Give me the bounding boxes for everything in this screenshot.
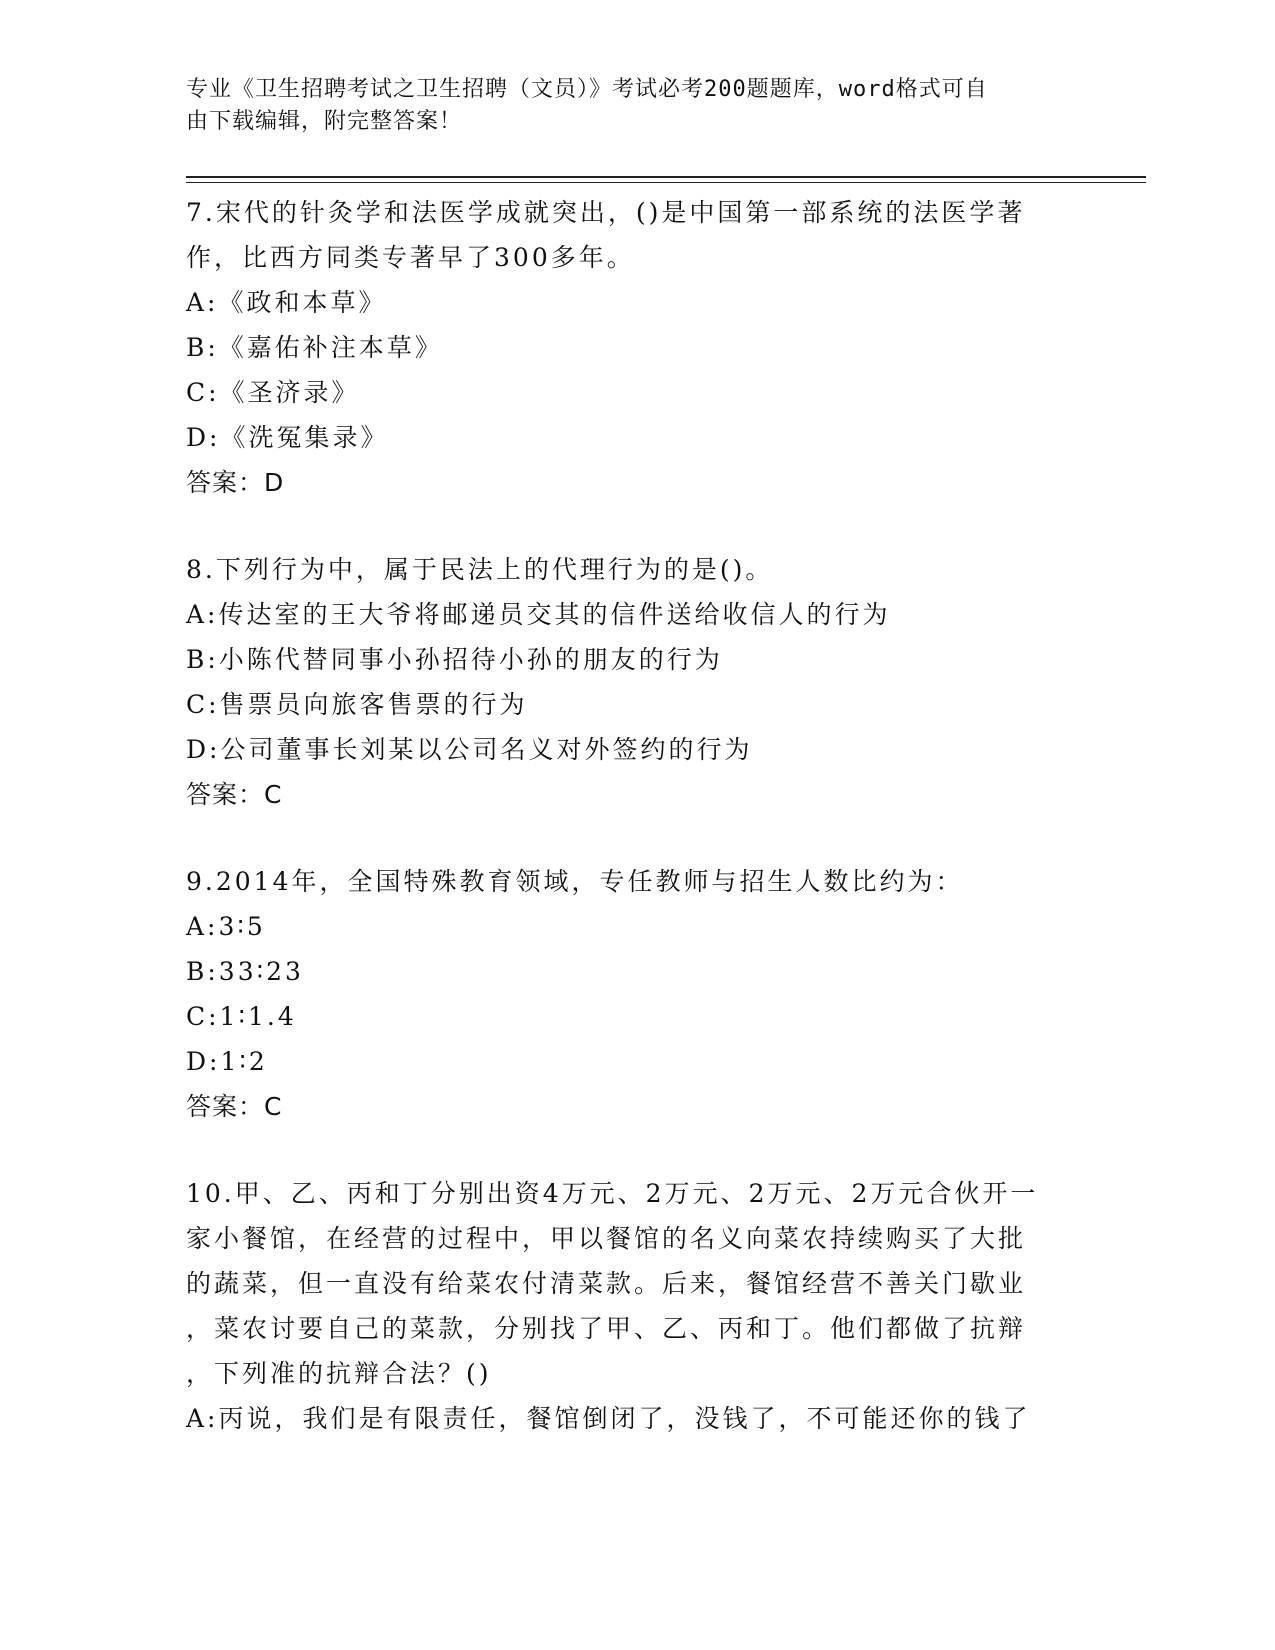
question-7 <box>186 190 1086 505</box>
option-a: A:丙说，我们是有限责任，餐馆倒闭了，没钱了，不可能还你的钱了 <box>186 1404 1031 1433</box>
answer-line: 答案：C <box>186 780 283 809</box>
option-b: B:33∶23 <box>186 957 304 986</box>
option-c: C:1∶1.4 <box>186 1002 297 1031</box>
question-list <box>186 190 1086 1441</box>
question-stem-line: 的蔬菜，但一直没有给菜农付清菜款。后来，餐馆经营不善关门歇业 <box>186 1269 1027 1298</box>
option-d: D:《洗冤集录》 <box>186 423 389 452</box>
question-8 <box>186 547 1086 817</box>
question-stem-line: 9.2014年，全国特殊教育领域，专任教师与招生人数比约为： <box>186 867 964 896</box>
question-stem-line: 家小餐馆，在经营的过程中，甲以餐馆的名义向菜农持续购买了大批 <box>186 1224 1027 1253</box>
question-spacer <box>186 817 1086 859</box>
header-line-2: 由下载编辑，附完整答案！ <box>186 109 463 134</box>
option-c: C:《圣济录》 <box>186 378 360 407</box>
question-stem-line: 作，比西方同类专著早了300多年。 <box>186 243 635 272</box>
question-stem-line: 8.下列行为中，属于民法上的代理行为的是()。 <box>186 555 774 584</box>
answer-line: 答案：D <box>186 468 285 497</box>
option-a: A:传达室的王大爷将邮递员交其的信件送给收信人的行为 <box>186 600 891 629</box>
question-spacer <box>186 505 1086 547</box>
question-10 <box>186 1171 1086 1441</box>
question-stem-line: 7.宋代的针灸学和法医学成就突出，()是中国第一部系统的法医学著 <box>186 198 1026 227</box>
option-a: A:3∶5 <box>186 912 266 941</box>
document-header <box>186 74 1066 138</box>
header-divider-thick <box>186 176 1146 178</box>
header-line-1: 专业《卫生招聘考试之卫生招聘（文员）》考试必考200题题库，word格式可自 <box>186 77 988 102</box>
option-b: B:《嘉佑补注本草》 <box>186 333 443 362</box>
option-d: D:1∶2 <box>186 1047 268 1076</box>
header-divider-thin <box>186 182 1146 183</box>
question-stem-line: ，菜农讨要自己的菜款，分别找了甲、乙、丙和丁。他们都做了抗辩 <box>186 1314 1027 1343</box>
option-d: D:公司董事长刘某以公司名义对外签约的行为 <box>186 735 753 764</box>
question-9 <box>186 859 1086 1129</box>
option-c: C:售票员向旅客售票的行为 <box>186 690 528 719</box>
option-b: B:小陈代替同事小孙招待小孙的朋友的行为 <box>186 645 723 674</box>
option-a: A:《政和本草》 <box>186 288 387 317</box>
answer-line: 答案：C <box>186 1092 283 1121</box>
question-stem-line: ，下列准的抗辩合法？() <box>186 1359 492 1388</box>
question-stem-line: 10.甲、乙、丙和丁分别出资4万元、2万元、2万元、2万元合伙开一 <box>186 1179 1039 1208</box>
question-spacer <box>186 1129 1086 1171</box>
